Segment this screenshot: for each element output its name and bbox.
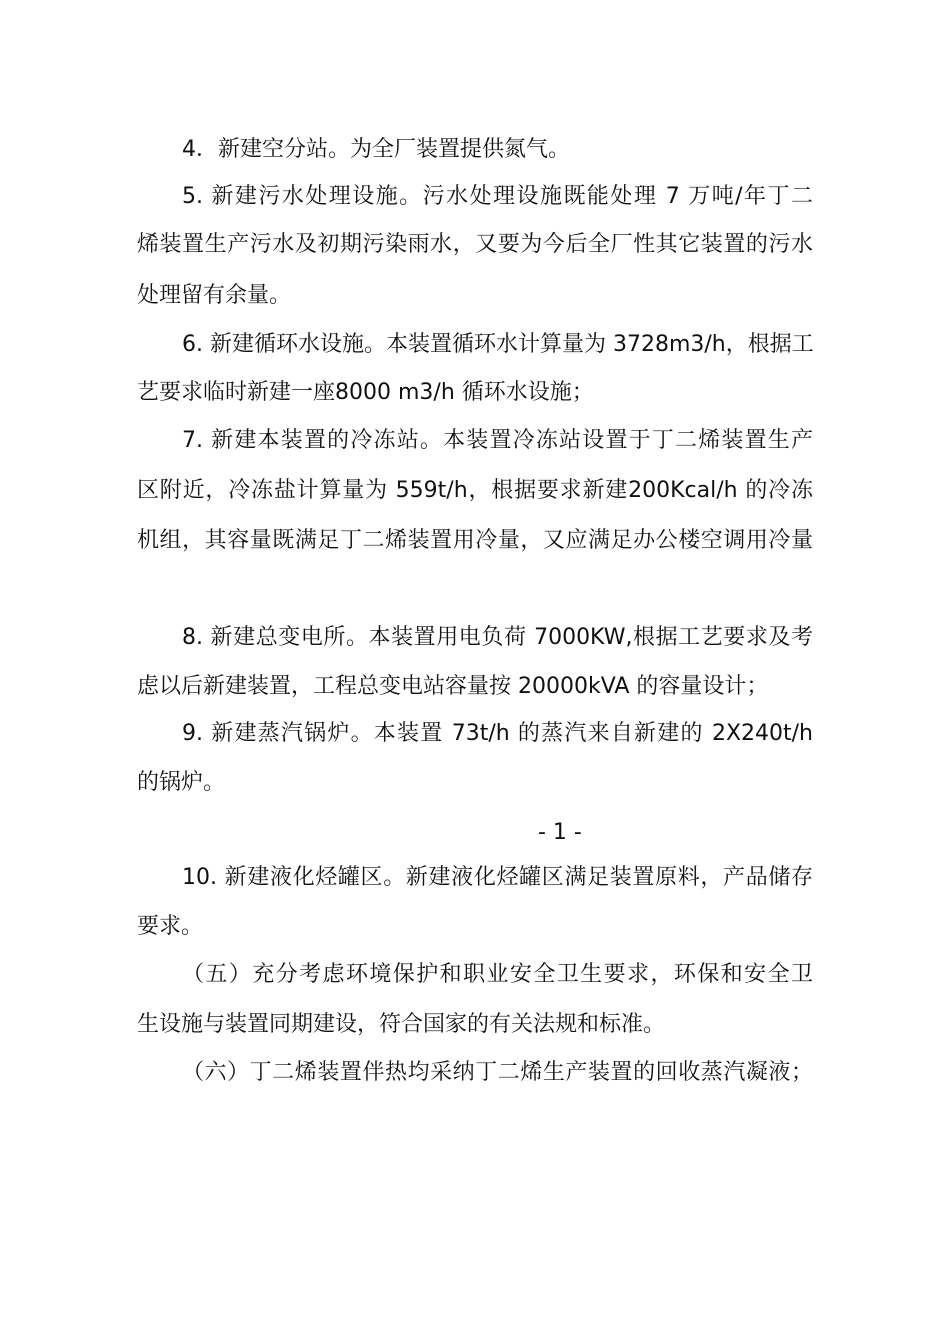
item-8-line-1: 8. 新建总变电所。本装置用电负荷 7000KW,根据工艺要求及考 (182, 625, 813, 650)
item-9-line-2: 的锅炉。 (137, 770, 226, 795)
item-7-line-3: 机组，其容量既满足丁二烯装置用冷量，又应满足办公楼空调用冷量 (137, 528, 813, 553)
item-5-line-1: 5. 新建污水处理设施。污水处理设施既能处理 7 万吨/年丁二 (182, 184, 813, 209)
item-9-line-1: 9. 新建蒸汽锅炉。本装置 73t/h 的蒸汽来自新建的 2X240t/h (182, 721, 813, 746)
item-7-line-2: 区附近，冷冻盐计算量为 559t/h，根据要求新建200Kcal/h 的冷冻 (137, 478, 813, 503)
item-4-line-1: 4．新建空分站。为全厂装置提供氮气。 (182, 137, 570, 162)
item-7-line-1: 7. 新建本装置的冷冻站。本装置冷冻站设置于丁二烯装置生产 (182, 428, 813, 453)
item-8-line-2: 虑以后新建装置，工程总变电站容量按 20000kVA 的容量设计； (137, 674, 769, 699)
item-5-line-3: 处理留有余量。 (137, 283, 292, 308)
item-6-line-2: 艺要求临时新建一座8000 m3/h 循环水设施； (137, 380, 594, 405)
item-10-line-1: 10. 新建液化烃罐区。新建液化烃罐区满足装置原料，产品储存 (182, 865, 813, 890)
item-5-line-2: 烯装置生产污水及初期污染雨水，又要为今后全厂性其它装置的污水 (137, 232, 813, 257)
section-5-line-1: （五）充分考虑环境保护和职业安全卫生要求，环保和安全卫 (182, 962, 813, 987)
item-6-line-1: 6. 新建循环水设施。本装置循环水计算量为 3728m3/h，根据工 (182, 332, 814, 357)
page-number: - 1 - (538, 820, 582, 845)
section-6-line-1: （六）丁二烯装置伴热均采纳丁二烯生产装置的回收蒸汽凝液； (182, 1060, 813, 1085)
section-5-line-2: 生设施与装置同期建设，符合国家的有关法规和标准。 (137, 1012, 666, 1037)
item-10-line-2: 要求。 (137, 914, 204, 939)
